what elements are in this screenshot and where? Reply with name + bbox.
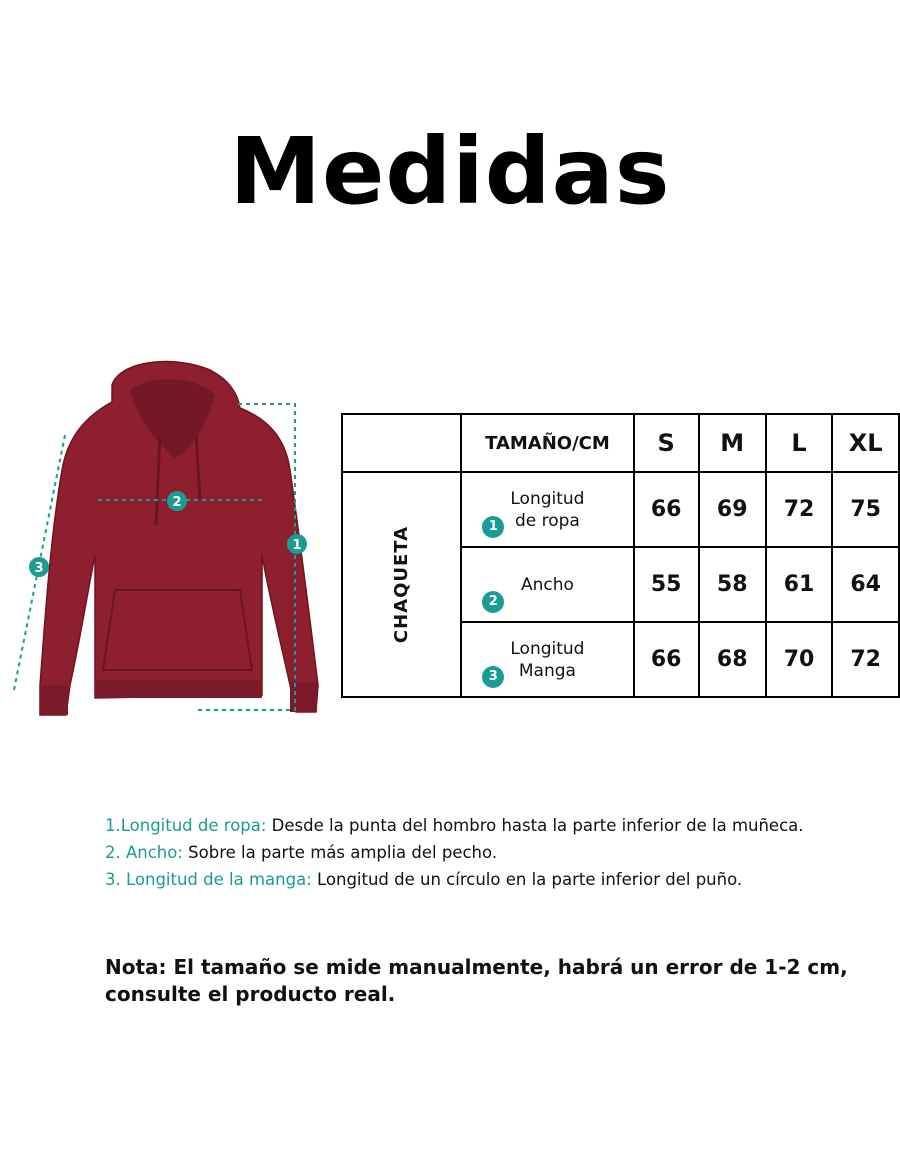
row-label (461, 547, 633, 622)
note-line (105, 839, 804, 866)
table-header-row (342, 414, 899, 472)
marker-2-icon (167, 491, 187, 511)
value-cell: 69 (699, 472, 766, 547)
size-xl: XL (832, 414, 899, 472)
value-cell: 72 (832, 622, 899, 697)
note-text: Desde la punta del hombro hasta la parte inferior de la muñeca. (266, 816, 804, 835)
number-badge-icon: 2 (482, 591, 504, 613)
corner-cell (342, 414, 461, 472)
row-label-line1: Ancho (520, 574, 574, 595)
page-title: Medidas (229, 118, 671, 225)
value-cell: 64 (832, 547, 899, 622)
row-label-line1: Longitud (510, 638, 585, 659)
marker-1-icon (287, 534, 307, 554)
value-cell: 70 (766, 622, 832, 697)
note-text: Longitud de un círculo en la parte inferior del puño. (311, 870, 743, 889)
value-cell: 55 (634, 547, 699, 622)
value-cell: 66 (634, 622, 699, 697)
table-row (342, 472, 899, 547)
value-cell: 66 (634, 472, 699, 547)
value-cell: 61 (766, 547, 832, 622)
svg-text:3: 3 (34, 561, 44, 576)
marker-3-icon (29, 557, 49, 577)
measurement-notes (105, 812, 804, 893)
size-table (341, 413, 900, 698)
size-m: M (699, 414, 766, 472)
svg-text:1: 1 (292, 538, 302, 553)
number-badge-icon: 3 (482, 666, 504, 688)
disclaimer-note: Nota: El tamaño se mide manualmente, habrá un error de 1-2 cm, consulte el producto real. (105, 955, 848, 1006)
size-l: L (766, 414, 832, 472)
row-label-line2: Manga (518, 660, 576, 681)
note-line (105, 812, 804, 839)
value-cell: 68 (699, 622, 766, 697)
note-term: 1.Longitud de ropa: (105, 816, 267, 835)
value-cell: 75 (832, 472, 899, 547)
note-text: Sobre la parte más amplia del pecho. (182, 843, 498, 862)
header-label: TAMAÑO/CM (461, 414, 633, 472)
value-cell: 72 (766, 472, 832, 547)
row-label-line2: de ropa (514, 510, 580, 531)
number-badge-icon: 1 (482, 516, 504, 538)
row-label (461, 472, 633, 547)
category-label: CHAQUETA (391, 525, 413, 644)
row-label-line1: Longitud (510, 488, 585, 509)
note-term: 2. Ancho: (105, 843, 183, 862)
value-cell: 58 (699, 547, 766, 622)
hoodie-diagram (0, 340, 330, 740)
category-cell (342, 472, 461, 697)
size-s: S (634, 414, 699, 472)
row-label (461, 622, 633, 697)
svg-text:2: 2 (172, 495, 182, 510)
note-line (105, 866, 804, 893)
note-term: 3. Longitud de la manga: (105, 870, 312, 889)
